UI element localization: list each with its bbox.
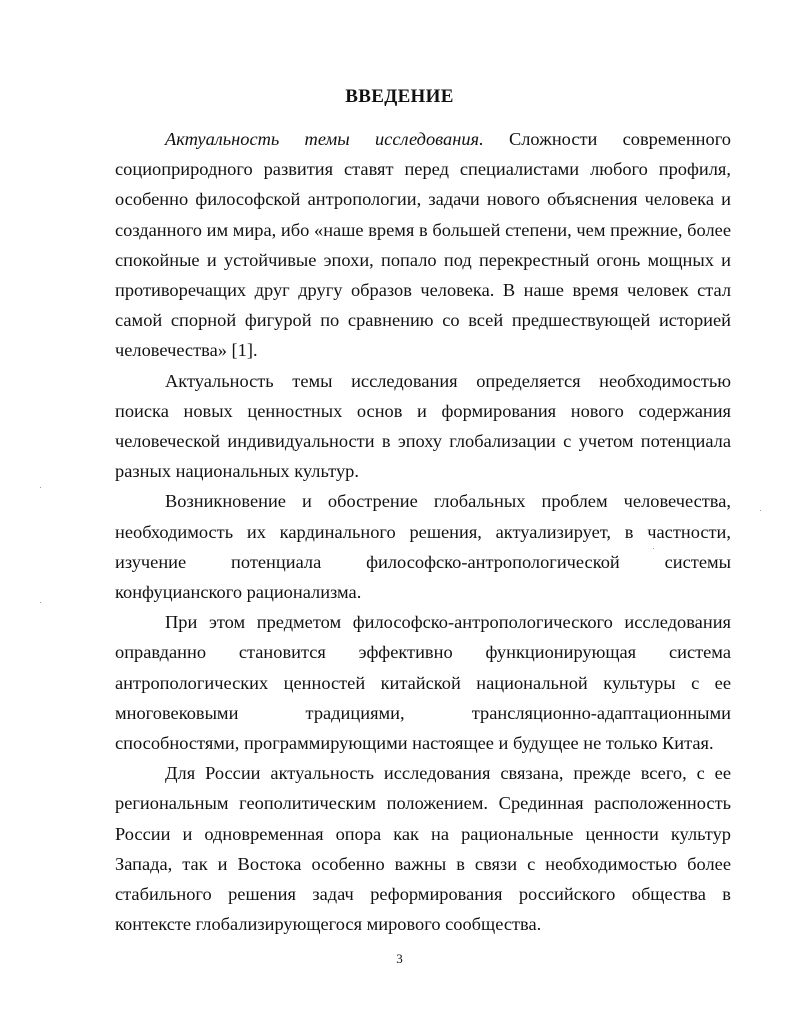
scan-speck <box>40 602 41 603</box>
scan-speck <box>40 487 41 488</box>
scan-speck <box>760 510 761 511</box>
paragraph-relevance <box>115 124 731 366</box>
paragraph: Возникновение и обострение глобальных проблем человечества, необходимость их кардинального решения, актуализирует, в частности, изучение потенциала философско-антропологической системы конфуцианского рационализма. <box>115 491 731 603</box>
scan-speck <box>653 548 654 549</box>
paragraph-lead: Актуальность темы исследования. <box>165 129 484 149</box>
body-text <box>115 124 731 939</box>
page-number: 3 <box>396 951 403 966</box>
paragraph: Для России актуальность исследования связана, прежде всего, с ее региональным геополитическим положением. Срединная расположенность России и одновременная опора как на рациональные ценности культур Запада, так и Востока особенно важны в связи с необходимостью более стабильного решения задач реформирования российского общества в контексте глобализирующегося мирового сообщества. <box>115 763 731 935</box>
section-heading: ВВЕДЕНИЕ <box>345 86 454 107</box>
paragraph: Актуальность темы исследования определяется необходимостью поиска новых ценностных основ и формирования нового содержания человеческой индивидуальности в эпоху глобализации с учетом потенциала разных национальных культур. <box>115 370 731 482</box>
paragraph-text: Сложности современного социоприродного развития ставят перед специалистами любого профиля, особенно философской антропологии, задачи нового объяснения человека и созданного им мира, ибо «наше время в большей степени, чем прежние, более спокойные и устойчивые эпохи, попало под перекрестный огонь мощных и противоречащих друг другу образов человека. В наше время человек стал самой спорной фигурой по сравнению со всей предшествующей историей человечества» [1]. <box>115 129 731 361</box>
paragraph: При этом предметом философско-антропологического исследования оправданно становится эффективно функционирующая система антропологических ценностей китайской национальной культуры с ее многовековыми традициями, трансляционно-адаптационными способностями, программирующими настоящее и будущее не только Китая. <box>115 612 731 754</box>
